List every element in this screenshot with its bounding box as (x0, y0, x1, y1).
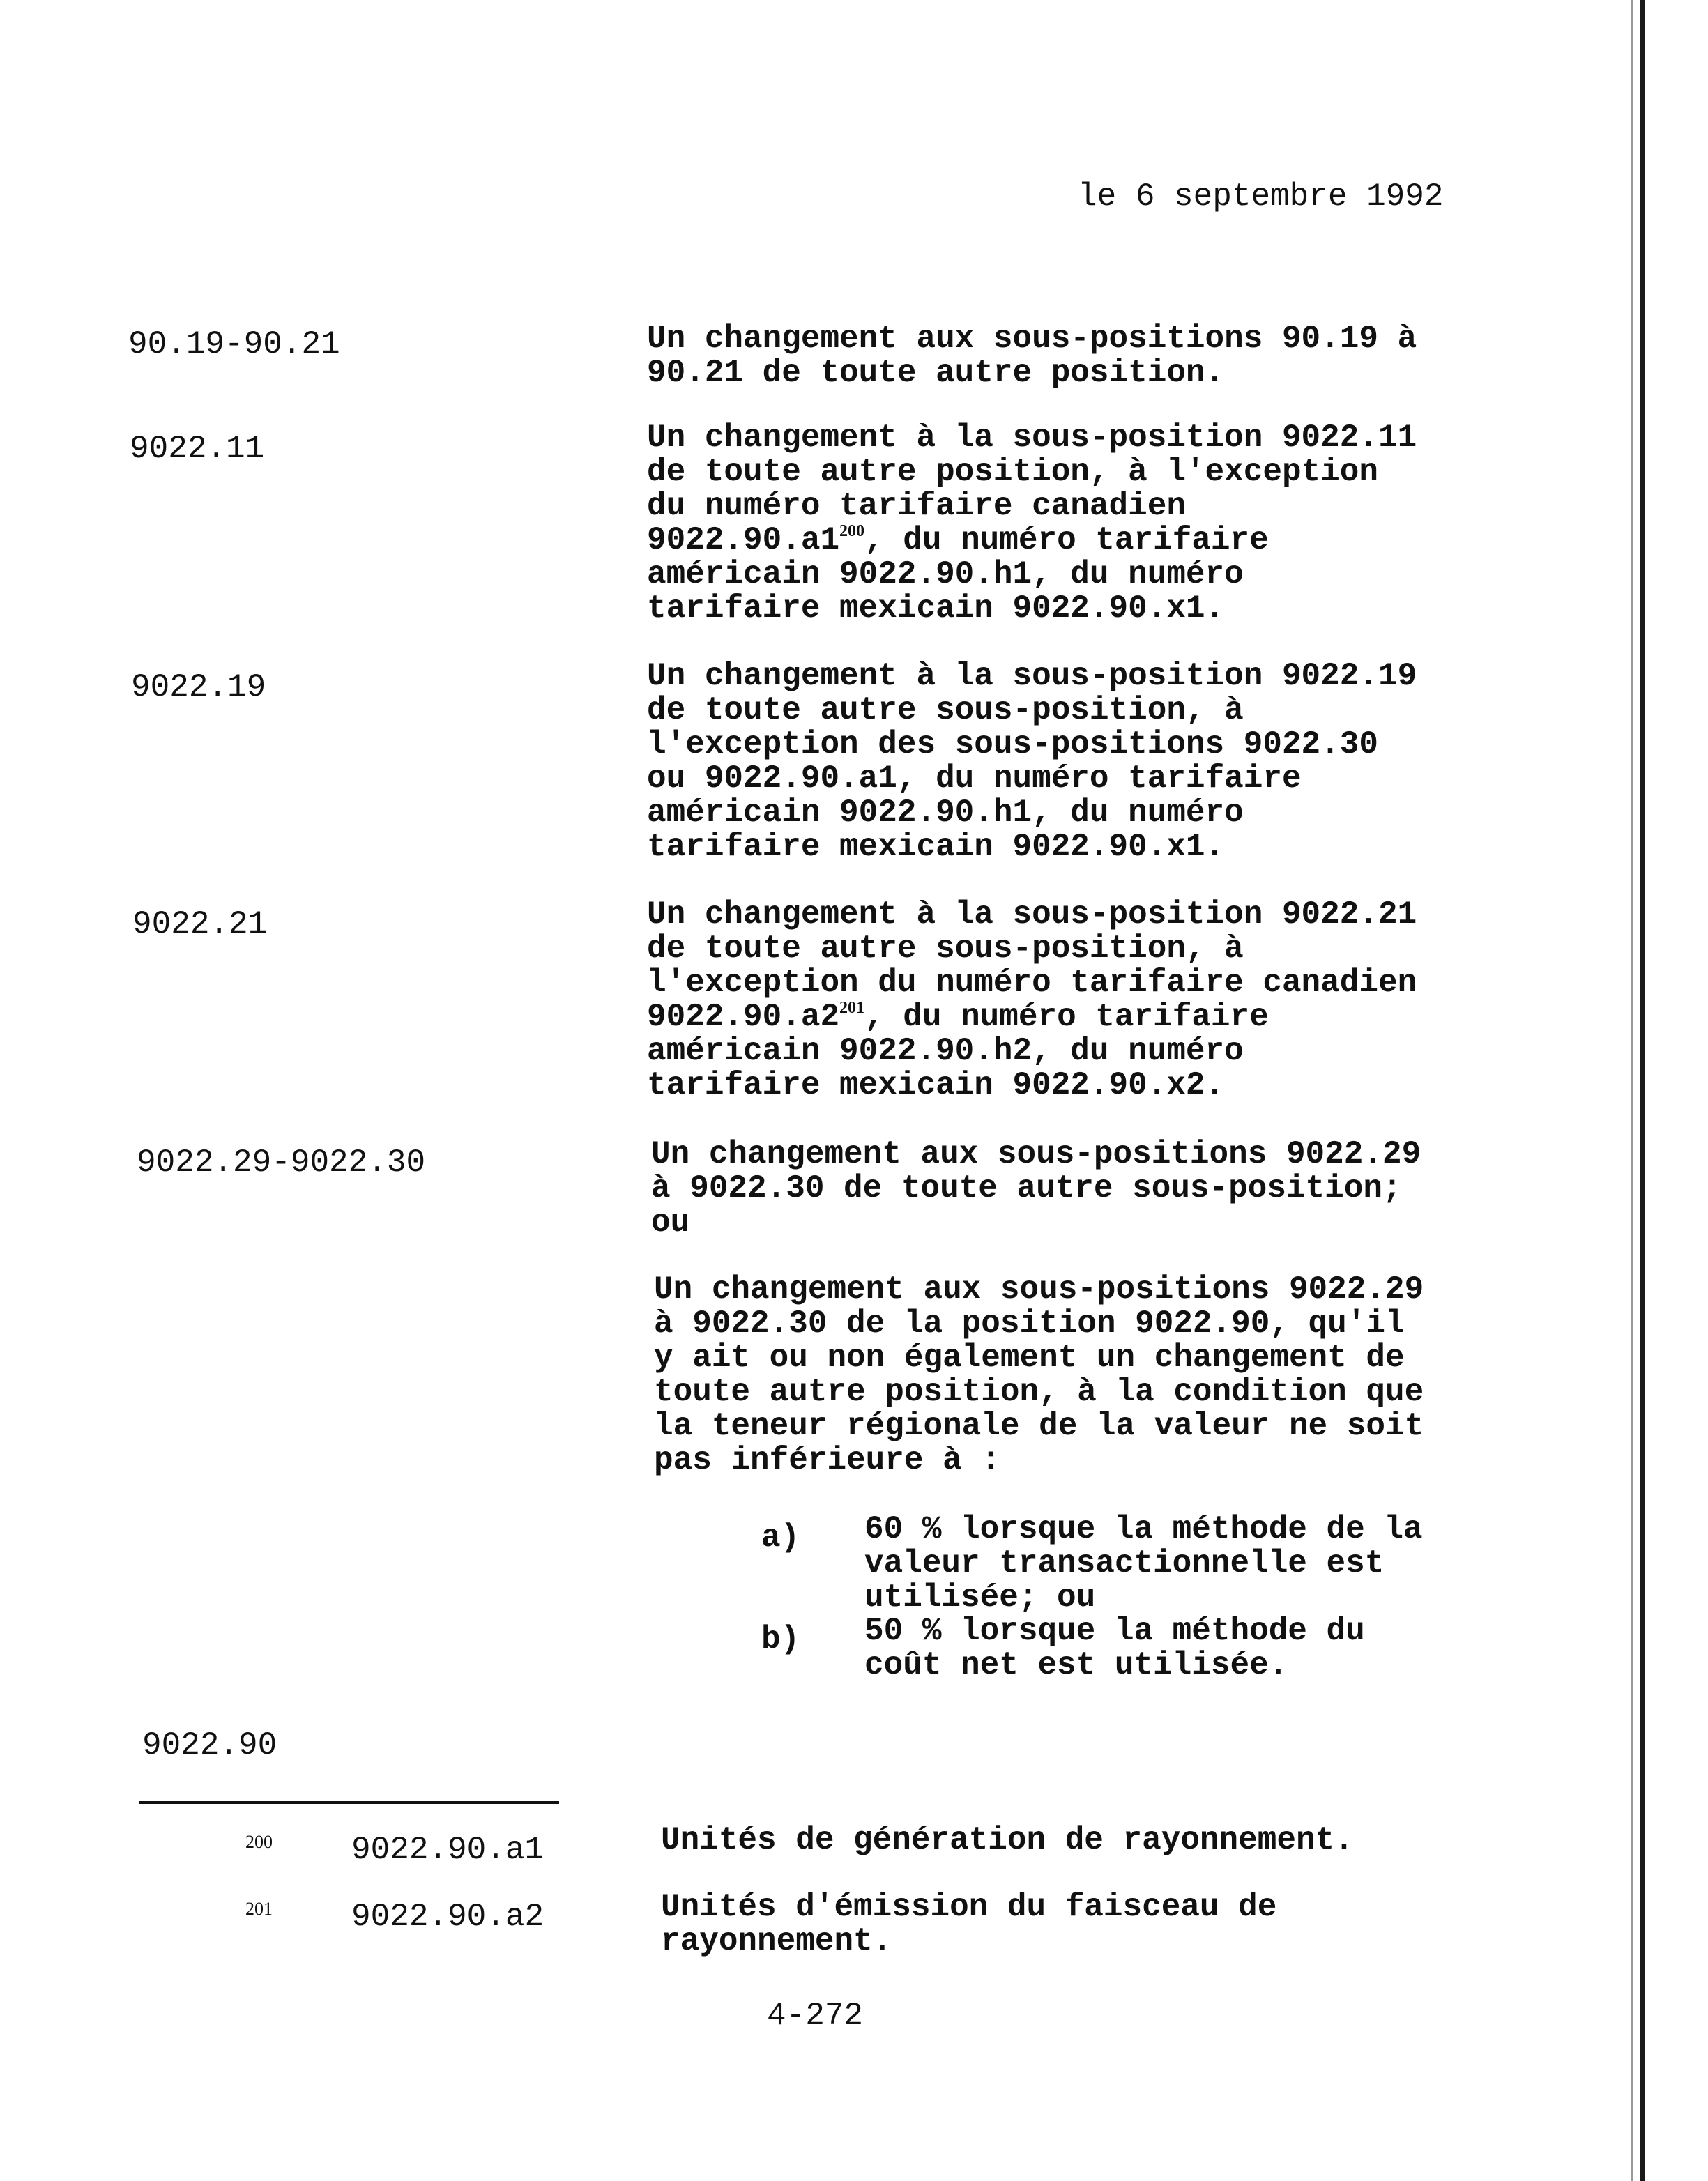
tariff-code: 9022.19 (131, 669, 266, 705)
rule-line-part: , du numéro tarifaire (864, 522, 1269, 558)
rule-line-part: , du numéro tarifaire (864, 999, 1269, 1035)
rule-line-part: 9022.90.a2 (647, 999, 840, 1035)
list-item-line: coût net est utilisée. (864, 1647, 1288, 1683)
page-edge-inner (1631, 0, 1633, 2181)
rule-line: l'exception des sous-positions 9022.30 (647, 726, 1378, 763)
list-item-line: valeur transactionnelle est (864, 1545, 1385, 1582)
rule-line: de toute autre position, à l'exception (647, 454, 1378, 490)
rule-line: tarifaire mexicain 9022.90.x1. (647, 829, 1225, 865)
rule-line: de toute autre sous-position, à (647, 692, 1244, 728)
footnote-reference: 200 (839, 522, 865, 540)
list-marker: a) (761, 1520, 800, 1556)
list-item-line: utilisée; ou (864, 1579, 1096, 1616)
rule-line: Un changement aux sous-positions 9022.29 (654, 1271, 1424, 1308)
list-marker: b) (761, 1621, 800, 1658)
page-edge (1640, 0, 1645, 2181)
rule-text (647, 421, 1417, 626)
footnote-number: 201 (245, 1899, 273, 1919)
rule-line-with-footnote (647, 523, 1417, 558)
list-item (864, 1614, 1365, 1683)
document-date: le 6 septembre 1992 (1078, 178, 1444, 215)
rule-line: du numéro tarifaire canadien (647, 488, 1186, 524)
footnote-separator (139, 1801, 559, 1804)
rule-line-part: 9022.90.a1 (647, 522, 840, 558)
rule-line: la teneur régionale de la valeur ne soit (654, 1408, 1424, 1444)
tariff-code: 90.19-90.21 (128, 326, 340, 362)
rule-line: y ait ou non également un changement de (654, 1340, 1405, 1376)
rule-line: de toute autre sous-position, à (647, 931, 1244, 967)
footnote-text (661, 1823, 1354, 1858)
rule-line: tarifaire mexicain 9022.90.x1. (647, 590, 1225, 627)
rule-line: l'exception du numéro tarifaire canadien (647, 965, 1417, 1001)
footnote-code: 9022.90.a2 (351, 1899, 544, 1935)
rule-text (647, 322, 1417, 390)
rule-line: Un changement à la sous-position 9022.19 (647, 658, 1417, 694)
rule-line: tarifaire mexicain 9022.90.x2. (647, 1067, 1225, 1103)
rule-text (651, 1138, 1421, 1240)
rule-line: américain 9022.90.h1, du numéro (647, 556, 1244, 592)
rule-line: ou (651, 1204, 690, 1241)
rule-line: toute autre position, à la condition que (654, 1374, 1424, 1410)
footnote-code: 9022.90.a1 (351, 1832, 544, 1868)
rule-line: 90.21 de toute autre position. (647, 355, 1225, 391)
list-item-line: 60 % lorsque la méthode de la (864, 1511, 1423, 1547)
tariff-code: 9022.11 (130, 431, 265, 467)
tariff-code: 9022.29-9022.30 (137, 1145, 426, 1181)
rule-text-alternative (654, 1273, 1424, 1478)
rule-line: Un changement aux sous-positions 90.19 à (647, 321, 1417, 357)
footnote-reference: 201 (839, 999, 865, 1017)
list-item-line: 50 % lorsque la méthode du (864, 1613, 1365, 1649)
rule-line: américain 9022.90.h1, du numéro (647, 795, 1244, 831)
rule-line-with-footnote (647, 1000, 1417, 1034)
footnote-line: rayonnement. (661, 1923, 892, 1959)
rule-line: ou 9022.90.a1, du numéro tarifaire (647, 760, 1302, 797)
rule-line: Un changement aux sous-positions 9022.29 (651, 1136, 1421, 1172)
rule-line: américain 9022.90.h2, du numéro (647, 1033, 1244, 1069)
footnote-line: Unités de génération de rayonnement. (661, 1822, 1354, 1858)
list-item (864, 1513, 1423, 1615)
rule-line: à 9022.30 de toute autre sous-position; (651, 1170, 1402, 1207)
rule-line: pas inférieure à : (654, 1442, 1000, 1478)
tariff-code: 9022.90 (142, 1727, 277, 1763)
rule-text (647, 898, 1417, 1103)
footnote-text (661, 1890, 1276, 1959)
rule-line: Un changement à la sous-position 9022.21 (647, 896, 1417, 933)
footnote-number: 200 (245, 1832, 273, 1852)
rule-line: à 9022.30 de la position 9022.90, qu'il (654, 1306, 1405, 1342)
page-number: 4-272 (767, 1998, 864, 2034)
rule-text (647, 659, 1417, 864)
footnote-line: Unités d'émission du faisceau de (661, 1889, 1277, 1925)
rule-line: Un changement à la sous-position 9022.11 (647, 420, 1417, 456)
tariff-code: 9022.21 (132, 906, 268, 942)
